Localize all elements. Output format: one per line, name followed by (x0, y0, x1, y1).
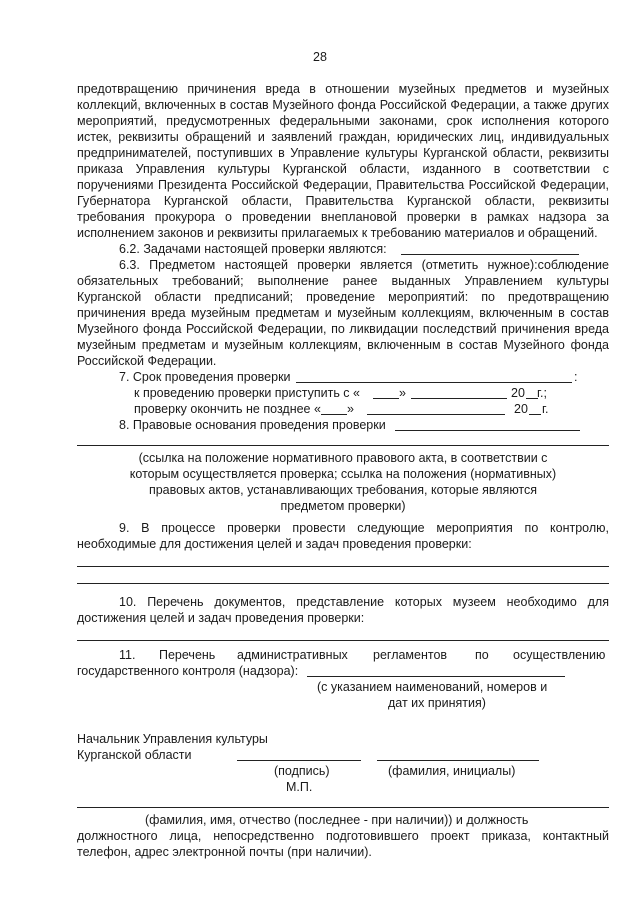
item-7-end-row (77, 401, 609, 417)
footer-note-1 (77, 812, 609, 828)
end-year-blank[interactable] (529, 402, 541, 415)
item-10-rule[interactable] (77, 630, 609, 641)
item-7-label: 7. Срок проведения проверки (119, 370, 291, 384)
start-month-blank[interactable] (411, 386, 507, 399)
item-9: 9. В процессе проверки провести следующие мероприятия по контролю, необходимые для достижения целей и задач проведения проверки: (77, 521, 609, 551)
stamp-label: М.П. (286, 780, 313, 794)
item-8-label: 8. Правовые основания проведения проверки (119, 418, 386, 432)
item-11-word-2: административных (237, 648, 348, 662)
item-11-word-3: регламентов (373, 648, 448, 662)
item-8-note: (ссылка на положение нормативного правового акта, в соответствии с которым осуществляется проверка; ссылка на положения (нормативных) правовых актов, устанавливающих требования, которые являются предметом проверки) (129, 451, 557, 513)
end-day-blank[interactable] (321, 402, 347, 415)
item-11-note-line-2: дат их принятия) (388, 696, 486, 710)
item-11-note-line-1: (с указанием наименований, номеров и (317, 680, 548, 694)
signature-position-line-2: Курганской области (77, 748, 192, 762)
item-6-2-label: 6.2. Задачами настоящей проверки являются: (119, 242, 387, 256)
signature-position-line-1: Начальник Управления культуры (77, 732, 268, 746)
item-11-line-2 (77, 663, 609, 679)
item-6-2-blank[interactable] (401, 242, 579, 255)
start-prefix: к проведению проверки приступить с « (134, 386, 360, 400)
footer-rule[interactable] (77, 797, 609, 808)
signature-position-2 (77, 747, 609, 763)
start-year: 20 (511, 386, 525, 400)
item-11-note-2 (77, 695, 609, 711)
item-7-colon: : (574, 370, 578, 384)
end-prefix: проверку окончить не позднее « (134, 402, 321, 416)
end-suffix: г. (542, 402, 549, 416)
item-7-start-row (77, 385, 609, 401)
item-10: 10. Перечень документов, представление которых музеем необходимо для достижения целей и задач проведения проверки: (77, 595, 609, 625)
signature-blank[interactable] (237, 748, 361, 761)
end-mid: » (347, 402, 354, 416)
document-body (77, 81, 609, 860)
item-11-blank[interactable] (307, 664, 565, 677)
item-6-3: 6.3. Предметом настоящей проверки является (отметить нужное):соблюдение обязательных требований; выполнение ранее выданных Управлением культуры Курганской области предписаний; проведение мероприятий: по предотвращению причинения вреда музейным предметам и музейным коллекциям, включенным в состав Музейного фонда Российской Федерации, по ликвидации последствий причинения вреда музейным предметам и музейным коллекциям, включенным в состав Музейного фонда Российской Федерации. (77, 258, 609, 368)
item-8-rule[interactable] (77, 435, 609, 446)
start-suffix: г.; (537, 386, 547, 400)
footer-note-line-1: (фамилия, имя, отчество (последнее - при наличии)) и должность (145, 813, 529, 827)
item-7-blank[interactable] (296, 370, 572, 383)
signature-sign-label: (подпись) (274, 764, 330, 778)
page-number: 28 (313, 50, 327, 64)
item-6-2-row (77, 241, 609, 257)
item-11-word-5: осуществлению (513, 648, 606, 662)
item-11-note-1 (77, 679, 609, 695)
item-11-line-2-text: государственного контроля (надзора): (77, 664, 299, 678)
end-year: 20 (514, 402, 528, 416)
signature-labels-row (77, 763, 609, 779)
item-11-word-4: по (475, 648, 489, 662)
footer-note-rest: должностного лица, непосредственно подготовившего проект приказа, контактный телефон, адрес электронной почты (при наличии). (77, 829, 609, 859)
item-8-row (77, 417, 609, 433)
item-8-blank[interactable] (395, 418, 580, 431)
signature-position-1 (77, 731, 609, 747)
start-mid: » (399, 386, 406, 400)
start-day-blank[interactable] (373, 386, 399, 399)
item-9-rule-1[interactable] (77, 556, 609, 567)
end-month-blank[interactable] (367, 402, 505, 415)
item-11-num: 11. (119, 648, 136, 662)
item-9-rule-2[interactable] (77, 573, 609, 584)
paragraph-intro: предотвращению причинения вреда в отношении музейных предметов и музейных коллекций, включенных в состав Музейного фонда Российской Федерации, а также других мероприятий, предусмотренных федеральными законами, срок исполнения которого истек, реквизиты обращений и заявлений граждан, юридических лиц, индивидуальных предпринимателей, поступивших в Управление культуры Курганской области, реквизиты приказа Управления культуры Курганской области, изданного в соответствии с поручениями Президента Российской Федерации, Правительства Российской Федерации, Губернатора Курганской области, Правительства Курганской области, реквизиты требования прокурора о проведении внеплановой проверки в рамках надзора за исполнением законов и реквизиты прилагаемых к требованию материалов и обращений. (77, 82, 609, 240)
signature-name-label: (фамилия, инициалы) (388, 764, 516, 778)
item-7-row (77, 369, 609, 385)
item-11-word-1: Перечень (159, 648, 216, 662)
signature-name-blank[interactable] (377, 748, 539, 761)
item-11-row (77, 647, 609, 663)
stamp-row (77, 779, 609, 795)
